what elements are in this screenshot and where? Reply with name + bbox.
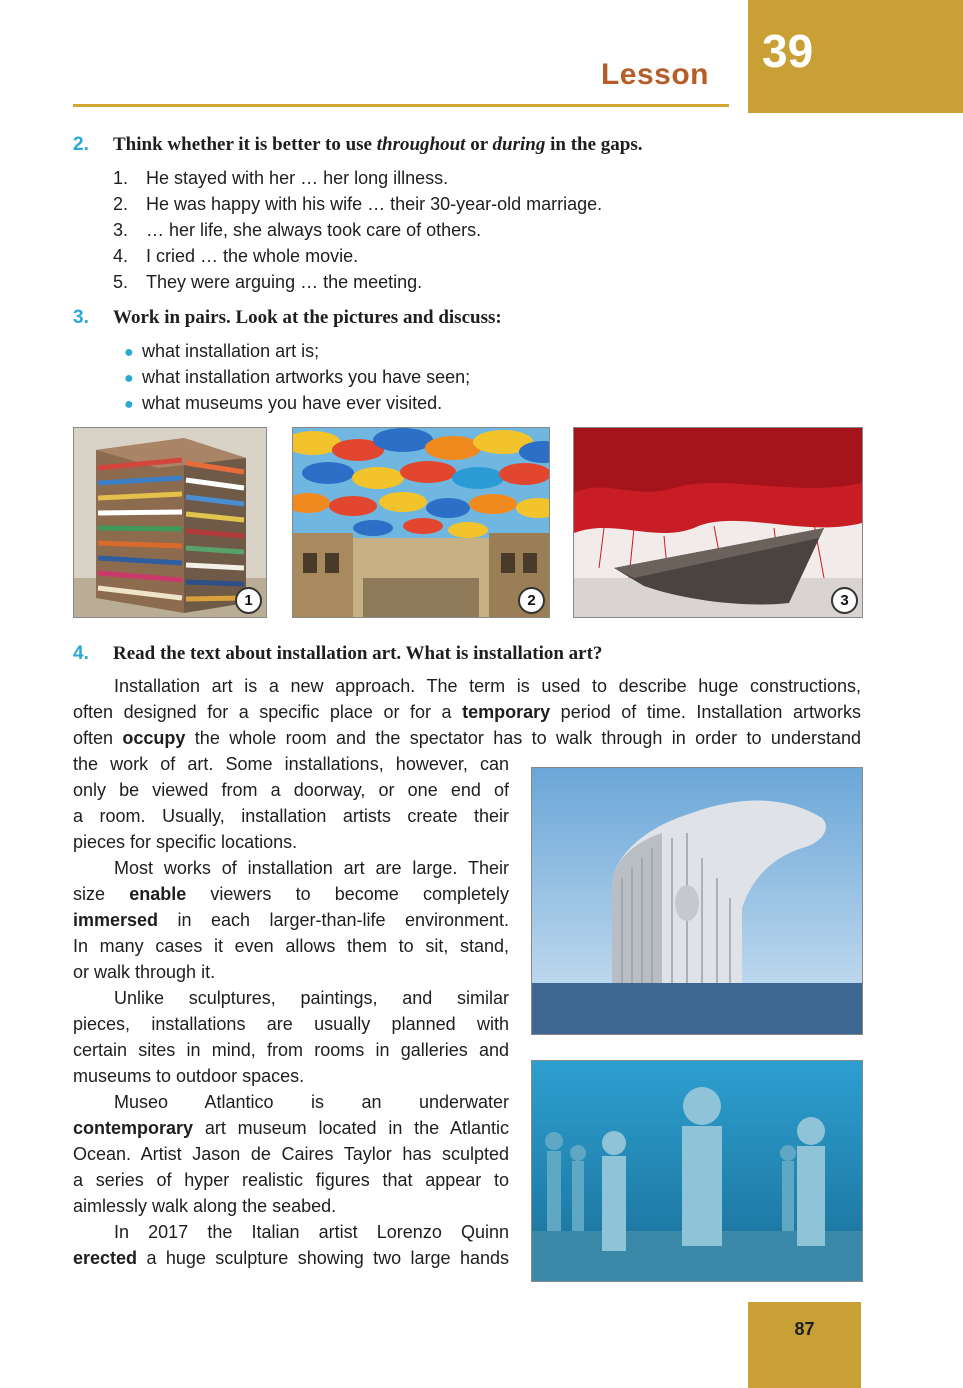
text-line [73,725,861,751]
exercise-2-heading [73,133,643,157]
exercise-number: 2. [73,134,89,155]
text-line: pieces for specific locations. [73,832,298,852]
item-text: … her life, she always took care of others. [146,220,482,240]
keyword: contemporary [73,1118,194,1138]
bullet-item [124,390,470,416]
instruction-part: or [465,134,493,155]
picture-number-badge: 1 [235,587,262,614]
text-line [73,699,861,725]
text-line: Unlike sculptures, paintings, and similar [114,988,509,1008]
text-run: the whole room and the spectator has to walk through in order to understand [185,728,861,748]
book-cube-image [74,428,266,617]
picture-book-cube [73,427,267,618]
keyword: occupy [122,728,186,748]
list-item [113,191,602,217]
text-run: often designed for a specific place or for a [73,702,463,722]
exercise-4-heading [73,642,602,666]
bullet-icon: ● [124,396,134,413]
text-line: Ocean. Artist Jason de Caires Taylor has sculpted [73,1144,509,1164]
text-line: Museo Atlantico is an underwater [114,1092,509,1112]
text-line [73,907,509,933]
page-number: 87 [794,1319,815,1339]
item-text: They were arguing … the meeting. [146,272,423,292]
text-line: pieces, installations are usually planned with [73,1014,509,1034]
exercise-number: 3. [73,307,89,328]
umbrella-street-image [293,428,549,617]
item-number: 5. [113,272,129,292]
bullet-item [124,364,470,390]
text-line [73,881,509,907]
item-text: He stayed with her … her long illness. [146,168,449,188]
instruction-keyword: during [492,134,546,155]
text-line: or walk through it. [73,962,216,982]
paragraph-1-continued [73,751,509,855]
text-line [73,1115,509,1141]
picture-number-badge: 3 [831,587,858,614]
picture-number-badge: 2 [518,587,545,614]
text-line: aimlessly walk along the seabed. [73,1196,337,1216]
bullet-icon: ● [124,344,134,361]
text-run: in each larger-than-life environment. [158,910,509,930]
head-sculpture-image [532,768,862,1034]
lesson-number: 39 [762,24,814,77]
text-line: a room. Usually, installation artists create their [73,806,509,826]
text-line: the work of art. Some installations, however, can [73,754,509,774]
text-run: art museum located in the Atlantic [193,1118,509,1138]
paragraph-1 [73,673,861,751]
bullet-text: what installation art is; [142,341,320,361]
exercise-instruction [113,134,643,155]
keyword: enable [129,884,187,904]
text-run: size [73,884,130,904]
exercise-instruction: Work in pairs. Look at the pictures and discuss: [113,307,502,328]
bullet-icon: ● [124,370,134,387]
header-divider [73,104,729,107]
red-thread-boat-image [574,428,862,617]
exercise-number: 4. [73,643,89,664]
item-number: 1. [113,168,129,188]
item-number: 4. [113,246,129,266]
text-line: museums to outdoor spaces. [73,1066,305,1086]
text-run: a huge sculpture showing two large hands [137,1248,509,1268]
discussion-bullets [124,338,470,416]
text-line: a series of hyper realistic figures that appear to [73,1170,509,1190]
instruction-part: in the gaps. [545,134,643,155]
paragraph-3 [73,985,509,1089]
instruction-keyword: throughout [376,134,466,155]
lesson-number-box [748,0,963,113]
instruction-part: Think whether it is better to use [113,134,377,155]
list-item [113,217,602,243]
text-line: Installation art is a new approach. The term is used to describe huge constructions, [114,676,861,696]
item-text: He was happy with his wife … their 30-year-old marriage. [146,194,603,214]
list-item [113,165,602,191]
text-line [73,1245,509,1271]
paragraph-5 [73,1219,509,1271]
list-item [113,269,602,295]
text-line: Most works of installation art are large. Their [114,858,509,878]
item-number: 2. [113,194,129,214]
text-line: certain sites in mind, from rooms in galleries and [73,1040,509,1060]
item-number: 3. [113,220,129,240]
item-text: I cried … the whole movie. [146,246,359,266]
keyword: temporary [462,702,551,722]
bullet-text: what museums you have ever visited. [142,393,443,413]
exercise-instruction: Read the text about installation art. What is installation art? [113,643,603,664]
text-line: In many cases it even allows them to sit, stand, [73,936,509,956]
picture-red-thread-boat [573,427,863,618]
bullet-text: what installation artworks you have seen; [142,367,471,387]
underwater-museum-image [532,1061,862,1281]
picture-underwater-museum [531,1060,863,1282]
page-number-box [748,1302,861,1388]
bullet-item [124,338,470,364]
lesson-label: Lesson [600,58,709,91]
paragraph-4 [73,1089,509,1219]
text-run: often [73,728,123,748]
gap-fill-list [113,165,602,295]
picture-umbrella-street [292,427,550,618]
text-run: viewers to become completely [186,884,509,904]
keyword: immersed [73,910,159,930]
text-line: only be viewed from a doorway, or one end of [73,780,509,800]
keyword: erected [73,1248,138,1268]
list-item [113,243,602,269]
exercise-3-heading [73,306,502,330]
paragraph-2 [73,855,509,985]
text-line: In 2017 the Italian artist Lorenzo Quinn [114,1222,509,1242]
text-run: period of time. Installation artworks [550,702,861,722]
picture-head-sculpture [531,767,863,1035]
